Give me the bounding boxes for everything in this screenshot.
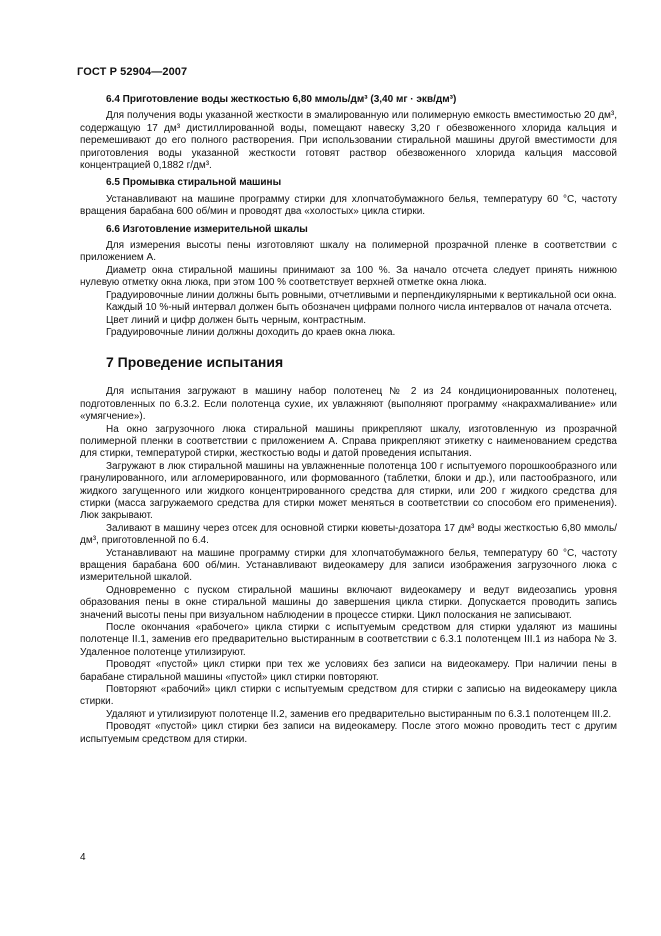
document-header: ГОСТ Р 52904—2007 <box>77 66 188 78</box>
section-7-title: 7 Проведение испытания <box>106 354 284 371</box>
section-6-4-title: 6.4 Приготовление воды жесткостью 6,80 ммоль/дм³ (3,40 мг · экв/дм³) <box>106 94 457 105</box>
section-7-paragraph-3: Загружают в люк стиральной машины на увлажненные полотенца 100 г испытуемого порошкообразного или гранулированного, или агломерированного, или формованного (таблетки, блоки и др.), или пастообразного, или жидкого загущенного или жидкого концентрированного средства для стирки, или 200 г жидкого средства для стирки (масса загружаемого средства для стирки может меняться в соответствии со способом его применения). Люк закрывают. <box>80 460 617 522</box>
section-7-paragraph-8: Проводят «пустой» цикл стирки при тех же условиях без записи на видеокамеру. При наличии пены в барабане стиральной машины «пустой» цикл стирки повторяют. <box>80 659 617 683</box>
section-6-6-paragraph-5: Цвет линий и цифр должен быть черным, контрастным. <box>106 314 367 326</box>
section-7-paragraph-11: Проводят «пустой» цикл стирки без записи на видеокамеру. После этого можно проводить тест с другим испытуемым средством для стирки. <box>80 721 617 745</box>
section-7-paragraph-6: Одновременно с пуском стиральной машины включают видеокамеру и ведут видеозапись уровня образования пены в окне стиральной машины до завершения цикла стирки. Допускается проводить запись значений высоты пены при визуальном наблюдении в процессе стирки. Цикл полоскания не записывают. <box>80 584 617 621</box>
section-7-paragraph-1: Для испытания загружают в машину набор полотенец № 2 из 24 кондиционированных полотенец, подготовленных по 6.3.2. Если полотенца сухие, их увлажняют (выполняют программу «накрахмаливание» или «умягчение»). <box>80 386 617 423</box>
section-6-6-paragraph-6: Градуировочные линии должны доходить до краев окна люка. <box>106 326 396 338</box>
section-6-6-paragraph-2: Диаметр окна стиральной машины принимают за 100 %. За начало отсчета следует принять нижнюю нулевую отметку окна люка, при этом 100 % соответствует верхней отметке окна люка. <box>80 264 617 289</box>
section-7-paragraph-4: Заливают в машину через отсек для основной стирки кюветы-дозатора 17 дм³ воды жесткостью 6,80 ммоль/дм³, приготовленной по 6.4. <box>80 522 617 547</box>
section-6-4-paragraph-1: Для получения воды указанной жесткости в эмалированную или полимерную емкость вместимостью 20 дм³, содержащую 17 дм³ дистиллированной воды, помещают навеску 3,20 г обезвоженного хлорида кальция и перемешивают до его полного растворения. При использовании стиральной машины другой вместимости для приготовления воды указанной жесткости готовят раствор обезвоженного хлорида кальция массовой концентрацией 0,1882 г/дм³. <box>80 110 617 172</box>
section-7-paragraph-9: Повторяют «рабочий» цикл стирки с испытуемым средством для стирки с записью на видеокамеру цикла стирки. <box>80 684 617 708</box>
section-6-6-paragraph-3: Градуировочные линии должны быть ровными, отчетливыми и перпендикулярными к вертикальной оси окна. <box>106 289 617 301</box>
section-6-5-title: 6.5 Промывка стиральной машины <box>106 177 282 189</box>
section-6-5-paragraph-1: Устанавливают на машине программу стирки для хлопчатобумажного белья, температуру 60 °С, частоту вращения барабана 600 об/мин и проводят два «холостых» цикла стирки. <box>80 193 617 218</box>
section-7-paragraph-10: Удаляют и утилизируют полотенце II.2, заменив его предварительно выстиранным по 6.3.1 полотенцем III.2. <box>106 708 612 720</box>
section-6-6-title: 6.6 Изготовление измерительной шкалы <box>106 223 308 235</box>
section-7-paragraph-2: На окно загрузочного люка стиральной машины прикрепляют шкалу, изготовленную из прозрачной полимерной пленки в соответствии с приложением А. Справа прикрепляют этикетку с наименованием средства для стирки, температурой стирки, жесткостью воды и датой проведения испытания. <box>80 423 617 460</box>
section-7-paragraph-7: После окончания «рабочего» цикла стирки с испытуемым средством для стирки удаляют из машины полотенце II.1, заменив его предварительно выстиранным в соответствии с 6.3.1 полотенцем III.1 из набора № 3. Удаленное полотенце утилизируют. <box>80 622 617 658</box>
section-6-6-paragraph-4: Каждый 10 %-ный интервал должен быть обозначен цифрами полного числа интервалов от начала отсчета. <box>106 302 612 314</box>
section-7-paragraph-5: Устанавливают на машине программу стирки для хлопчатобумажного белья, температуру 60 °С, частоту вращения барабана 600 об/мин. Устанавливают видеокамеру для записи изображения загрузочного люка с измерительной шкалой. <box>80 547 617 584</box>
section-6-6-paragraph-1: Для измерения высоты пены изготовляют шкалу на полимерной прозрачной пленке в соответствии с приложением А. <box>80 240 617 264</box>
document-body <box>80 94 617 746</box>
page-number: 4 <box>80 852 86 863</box>
